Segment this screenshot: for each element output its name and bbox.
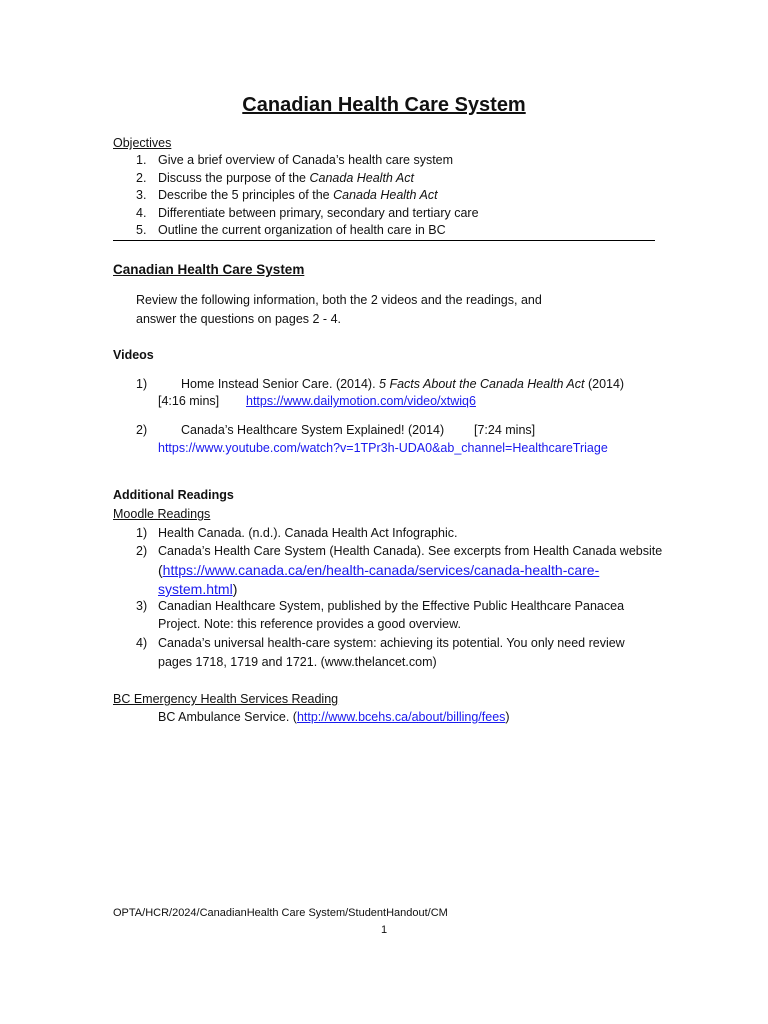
objective-text: Discuss the purpose of the Canada Health Act xyxy=(158,171,414,185)
objective-text: Describe the 5 principles of the Canada Health Act xyxy=(158,188,438,202)
video-link[interactable]: https://www.youtube.com/watch?v=1TPr3h-UDA0&ab_channel=HealthcareTriage xyxy=(158,441,608,455)
page-number: 1 xyxy=(380,924,388,936)
intro-line-2: answer the questions on pages 2 - 4. xyxy=(136,312,341,326)
video-duration: [7:24 mins] xyxy=(474,423,536,437)
reading-text: Canadian Healthcare System, published by the Effective Public Healthcare Panacea xyxy=(158,599,625,613)
objectives-heading: Objectives xyxy=(113,136,172,150)
video-citation: Home Instead Senior Care. (2014). 5 Facts About the Canada Health Act (2014) xyxy=(181,377,625,391)
reading-link[interactable]: system.html xyxy=(158,581,233,597)
reading-text: Canada’s Health Care System (Health Canada). See excerpts from Health Canada website xyxy=(158,544,663,558)
reading-num: 1) xyxy=(136,526,148,540)
objective-num: 4. xyxy=(136,206,147,220)
video-duration: [4:16 mins] xyxy=(158,394,220,408)
objective-text: Outline the current organization of health care in BC xyxy=(158,223,446,237)
objective-num: 3. xyxy=(136,188,147,202)
bc-reading: BC Ambulance Service. (http://www.bcehs.ca/about/billing/fees) xyxy=(158,710,510,724)
video-link[interactable]: https://www.dailymotion.com/video/xtwiq6 xyxy=(246,394,476,408)
reading-num: 3) xyxy=(136,599,148,613)
video-num: 1) xyxy=(136,377,148,391)
reading-text: Health Canada. (n.d.). Canada Health Act Infographic. xyxy=(158,526,458,540)
objective-text: Give a brief overview of Canada’s health care system xyxy=(158,153,454,167)
readings-heading: Additional Readings xyxy=(113,488,234,502)
reading-num: 2) xyxy=(136,544,148,558)
objective-num: 5. xyxy=(136,223,147,237)
page-title: Canadian Health Care System xyxy=(242,94,526,116)
reading-link[interactable]: https://www.canada.ca/en/health-canada/services/canada-health-care- xyxy=(162,562,600,578)
objective-num: 2. xyxy=(136,171,147,185)
moodle-heading: Moodle Readings xyxy=(113,507,211,521)
reading-link-line: (https://www.canada.ca/en/health-canada/services/canada-health-care- xyxy=(158,562,600,578)
bc-link[interactable]: http://www.bcehs.ca/about/billing/fees xyxy=(296,710,506,724)
objective-num: 1. xyxy=(136,153,147,167)
objective-text: Differentiate between primary, secondary and tertiary care xyxy=(158,206,479,220)
section-heading: Canadian Health Care System xyxy=(113,262,305,277)
bc-heading: BC Emergency Health Services Reading xyxy=(113,692,339,706)
reading-text: Project. Note: this reference provides a good overview. xyxy=(158,617,461,631)
videos-heading: Videos xyxy=(113,348,154,362)
reading-link-line: system.html) xyxy=(158,581,238,597)
reading-text: pages 1718, 1719 and 1721. (www.thelancet.com) xyxy=(158,655,437,669)
footer-path: OPTA/HCR/2024/CanadianHealth Care System/StudentHandout/CM xyxy=(113,907,448,919)
horizontal-rule xyxy=(113,240,655,241)
reading-num: 4) xyxy=(136,636,148,650)
video-num: 2) xyxy=(136,423,148,437)
video-citation: Canada’s Healthcare System Explained! (2014) xyxy=(181,423,445,437)
intro-line-1: Review the following information, both the 2 videos and the readings, and xyxy=(136,293,542,307)
reading-text: Canada’s universal health-care system: achieving its potential. You only need review xyxy=(158,636,625,650)
